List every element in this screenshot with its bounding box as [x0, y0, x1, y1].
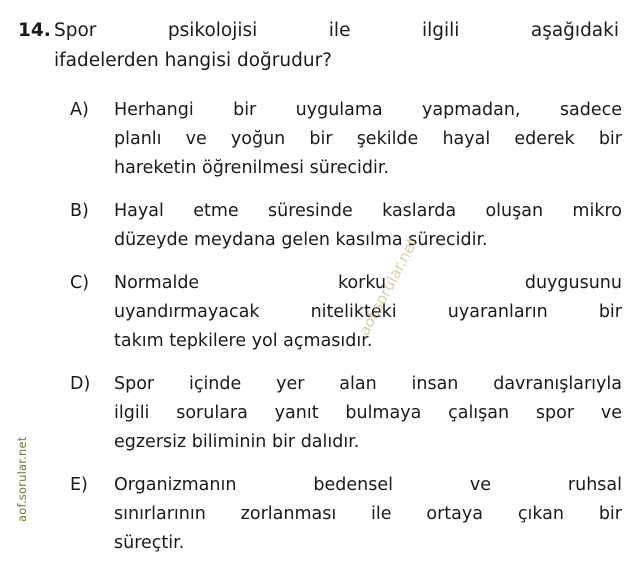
option-letter: B) — [70, 201, 89, 221]
option-text — [114, 96, 622, 183]
question-block — [18, 16, 622, 76]
option-letter: E) — [70, 475, 88, 495]
option-line: Spor içinde yer alan insan davranışlarıyla — [114, 374, 622, 394]
option-line: uyandırmayacak nitelikteki uyaranların bir — [114, 302, 622, 322]
question-number: 14. — [18, 20, 51, 41]
option-text — [114, 269, 622, 356]
diagonal-watermark: aof.sorular.net — [355, 235, 422, 339]
option-a[interactable] — [70, 96, 622, 183]
question-line: Spor psikolojisi ile ilgili aşağıdaki — [54, 20, 619, 41]
option-b[interactable] — [70, 197, 622, 255]
option-line: Herhangi bir uygulama yapmadan, sadece — [114, 100, 622, 120]
option-c[interactable] — [70, 269, 622, 356]
option-line: ilgili sorulara yanıt bulmaya çalışan spor ve — [114, 403, 622, 423]
option-text — [114, 370, 622, 457]
option-line: Hayal etme süresinde kaslarda oluşan mikro — [114, 201, 622, 221]
option-letter: D) — [70, 374, 91, 394]
option-line: sınırlarının zorlanması ile ortaya çıkan bir — [114, 504, 622, 524]
option-line: Normalde korku duygusunu — [114, 273, 622, 293]
side-watermark — [0, 0, 30, 557]
question-line: ifadelerden hangisi doğrudur? — [54, 50, 333, 71]
option-line: takım tepkilere yol açmasıdır. — [114, 331, 373, 351]
option-line: Organizmanın bedensel ve ruhsal — [114, 475, 622, 495]
option-text — [114, 471, 622, 558]
option-line: süreçtir. — [114, 533, 185, 553]
side-watermark-text: aof.sorular.net — [15, 436, 29, 522]
options-list — [70, 96, 622, 572]
option-e[interactable] — [70, 471, 622, 558]
option-line: egzersiz biliminin bir dalıdır. — [114, 432, 360, 452]
option-line: hareketin öğrenilmesi sürecidir. — [114, 158, 390, 178]
option-line: planlı ve yoğun bir şekilde hayal ederek bir — [114, 129, 622, 149]
question-text — [54, 16, 619, 76]
option-line: düzeyde meydana gelen kasılma sürecidir. — [114, 230, 488, 250]
option-letter: A) — [70, 100, 89, 120]
option-text — [114, 197, 622, 255]
option-d[interactable] — [70, 370, 622, 457]
option-letter: C) — [70, 273, 90, 293]
